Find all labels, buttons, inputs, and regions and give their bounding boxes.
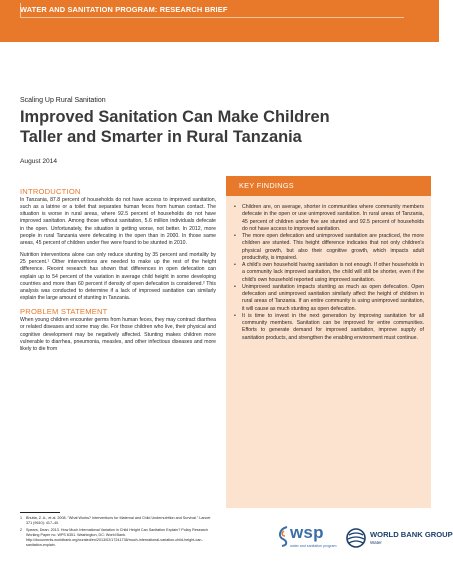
key-finding-item [234,204,424,233]
bullet-icon: • [234,204,236,210]
footnote-number: 1 [20,516,23,520]
footnote-text: Bhutta, Z. A., et al. 2008. "What Works? Interventions for Maternal and Child Undernutrition and Survival." Lancet 371 (9610): 417–40. [26,516,211,525]
problem-statement-paragraph: When young children encounter germs from human feces, they may contract diarrhea or related diseases and some may die. For those children who live, their physical and cognitive development may be negatively affected. Stunting makes children more vulnerable to diarrhea, pneumonia, measles, and other infectious diseases and more likely to die from [20,317,216,352]
footnote-number: 2 [20,527,23,532]
footnote-divider [20,512,60,513]
key-finding-text: The more open defecation and unimproved sanitation are practiced, the more children are stunted. This height difference indicates that not only children's physical growth, but also their cognitive growth, which impacts adult productivity, is impaired. [242,233,424,261]
world-bank-wordmark: WORLD BANK GROUP [370,530,453,539]
wsp-tagline: water and sanitation program [290,544,337,548]
key-finding-item [234,233,424,262]
key-finding-text: A child's own household having sanitation is not enough. If other households in a community lack improved sanitation, the child will still be shorter, even if the child's own household reported using improved sanitation. [242,262,424,283]
series-label: WATER AND SANITATION PROGRAM: RESEARCH BRIEF [20,5,228,14]
key-findings-box [226,176,431,508]
key-finding-text: Children are, on average, shorter in communities where community members defecate in the open or use unimproved sanitation. In rural areas of Tanzania, 45 percent of children under five are stunted and 92.5 percent of households do not have access to improved sanitation. [242,204,424,232]
introduction-paragraph-1: In Tanzania, 87.8 percent of households do not have access to improved sanitation, such as a latrine or a toilet that separates human feces from human contact. The situation is worse in rural areas, where 92.5 percent of households do not have improved sanitation. Among those without sanitation, 5.6 million individuals defecate in the open. Unfortunately, the situation is getting worse, not better. In 2012, more people in rural Tanzania were defecating in the open than in 2000. In those same areas, 45 percent of children under five were found to be stunted in 2010. [20,197,216,246]
doc-date: August 2014 [20,158,58,165]
key-findings-header [226,176,431,196]
key-findings-heading: KEY FINDINGS [239,181,294,190]
key-finding-item [234,262,424,284]
main-column [20,187,216,358]
world-bank-subline: Water [370,540,382,545]
wsp-wordmark: wsp [290,523,324,542]
footnotes [20,516,216,549]
wsp-logo [276,521,336,561]
bullet-icon: • [234,312,236,319]
key-finding-text: It is time to invest in the next generation by improving sanitation for all community members. Sanitation can be improved for entire communities. Efforts to generate demand for improved sanitation, improve supply of sanitation products, and strengthen the enabling environment must continue. [242,312,424,341]
key-finding-text: Unimproved sanitation impacts stunting as much as open defecation. Open defecation and unimproved sanitation similarly affect the height of children in rural areas of Tanzania. If an entire community is using unimproved sanitation, it will cause as much stunting as open defecation. [242,283,424,312]
key-finding-item [234,313,424,342]
introduction-heading: INTRODUCTION [20,187,81,196]
header-rule [20,17,404,18]
key-findings-list [234,204,424,342]
key-finding-item [234,284,424,313]
footnote-text: Spears, Dean. 2013. How Much International Variation in Child Height Can Sanitation Explain? Policy Research Working Paper no. WPS 6351. Washington, DC: World Bank. http://documents.worldbank.org/curated/en/2013/02/17241738/much-international-variation-child-height-can-sanitation-explain. [26,527,208,547]
bullet-icon: • [234,262,236,268]
footnote [20,528,216,548]
header-band [0,0,439,42]
doc-subtitle: Scaling Up Rural Sanitation [20,97,106,104]
footnote [20,516,216,526]
problem-statement-heading: PROBLEM STATEMENT [20,307,108,317]
bullet-icon: • [234,283,236,290]
wsp-swirl-icon [276,525,290,547]
world-bank-logo [346,525,453,555]
bullet-icon: • [234,233,236,239]
doc-title: Improved Sanitation Can Make Children Taller and Smarter in Rural Tanzania [20,108,330,146]
globe-icon [346,528,366,548]
introduction-paragraph-2: Nutrition interventions alone can only reduce stunting by 35 percent and mortality by 25 percent.¹ Other interventions are needed to make up the rest of the height difference. Recent research has shown that differences in open defecation can explain up to 54 percent of the variation in average child height in some developing countries and more than 60 percent if density of open defecation is considered.² This analysis was conducted to determine if a lack of improved sanitation can similarly explain the large amount of stunting in Tanzania. [20,252,216,302]
